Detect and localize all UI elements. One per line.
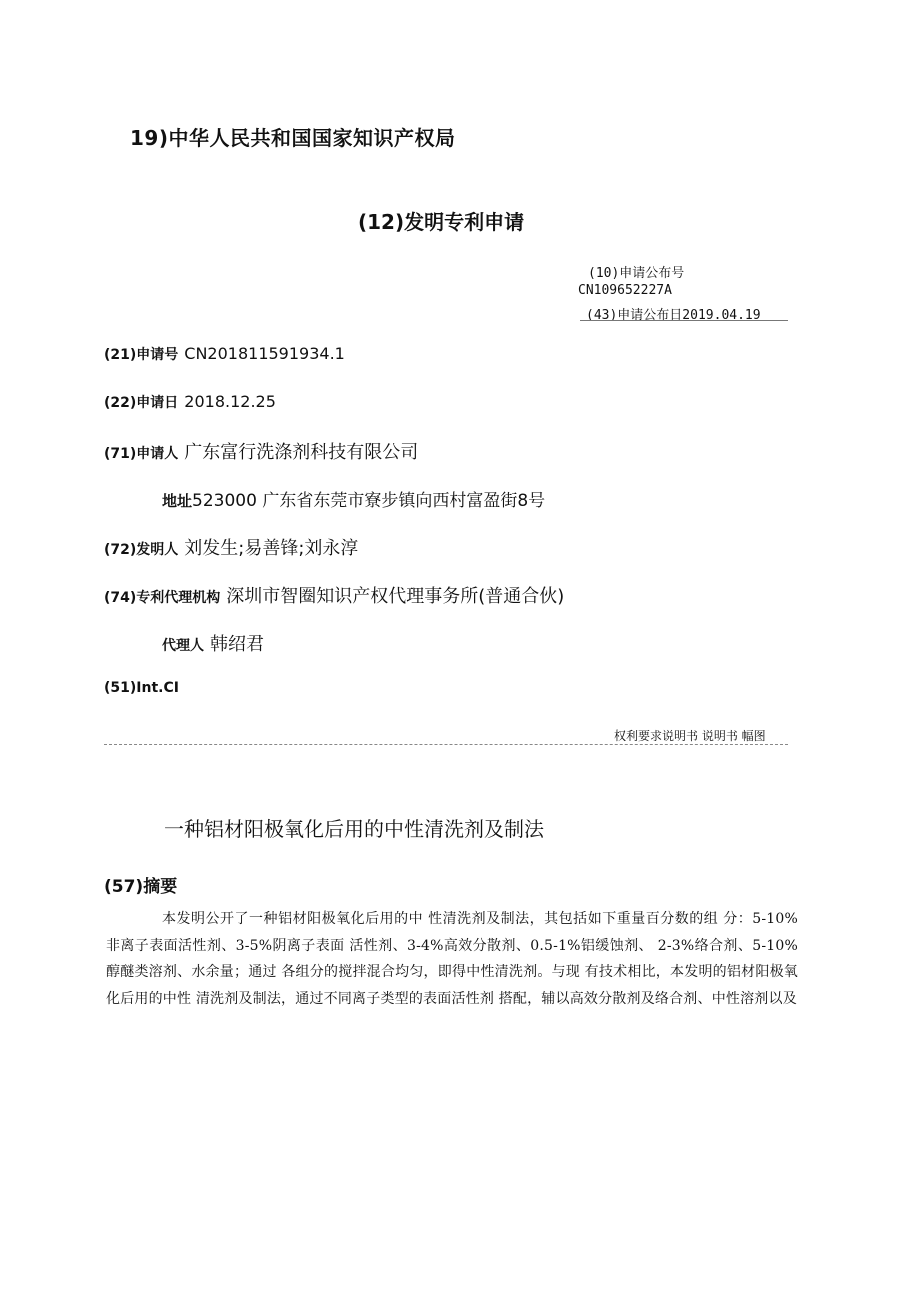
issuing-office: 19)中华人民共和国国家知识产权局 — [130, 126, 456, 150]
agency-value: 深圳市智圈知识产权代理事务所(普通合伙) — [226, 586, 565, 607]
application-number-field — [104, 344, 345, 364]
agent-field — [162, 630, 264, 656]
publication-number: CN109652227A — [578, 283, 672, 298]
inventors-value: 刘发生;易善锋;刘永淳 — [184, 538, 359, 559]
inventors-field — [104, 534, 358, 560]
abstract-text: 本发明公开了一种铝材阳极氧化后用的中 性清洗剂及制法，其包括如下重量百分数的组 分：5-10%非离子表面活性剂、3-5%阴离子表面 活性剂、3-4%高效分散剂、0.5-1%铝缓蚀剂、 2-3%络合剂、5-10%醇醚类溶剂、水余量；通过 各组分的搅拌混合均匀，即得中性清洗剂。与现 有技术相比，本发明的铝材阳极氧化后用的中性 清洗剂及制法，通过不同离子类型的表面活性剂 搭配，辅以高效分散剂及络合剂、中性溶剂以及 — [106, 911, 798, 1007]
filing-date-label: (22)申请日 — [104, 395, 179, 411]
agency-field — [104, 582, 564, 608]
agent-value: 韩绍君 — [210, 634, 264, 655]
publication-number-label: (10)申请公布号 — [588, 266, 685, 281]
agency-label: (74)专利代理机构 — [104, 590, 221, 606]
address-field — [162, 486, 545, 511]
section-divider — [104, 744, 788, 745]
applicant-field — [104, 438, 418, 464]
filing-date-value: 2018.12.25 — [184, 392, 276, 411]
application-number-value: CN201811591934.1 — [184, 344, 345, 363]
invention-title: 一种铝材阳极氧化后用的中性清洗剂及制法 — [164, 817, 544, 841]
header-divider — [580, 320, 788, 321]
inventors-label: (72)发明人 — [104, 542, 179, 558]
publication-date: (43)申请公布日2019.04.19 — [586, 308, 761, 323]
document-type: (12)发明专利申请 — [358, 210, 525, 234]
address-label: 地址 — [162, 492, 193, 510]
applicant-value: 广东富行洗涤剂科技有限公司 — [184, 442, 419, 463]
agent-label: 代理人 — [162, 638, 204, 654]
applicant-label: (71)申请人 — [104, 446, 179, 462]
abstract-heading: (57)摘要 — [104, 877, 178, 897]
filing-date-field — [104, 392, 276, 412]
int-cl-label: (51)Int.CI — [104, 680, 179, 696]
document-parts: 权利要求说明书 说明书 幅图 — [614, 729, 766, 743]
address-value: 523000 广东省东莞市寮步镇向西村富盈街8号 — [192, 491, 546, 511]
application-number-label: (21)申请号 — [104, 347, 179, 363]
